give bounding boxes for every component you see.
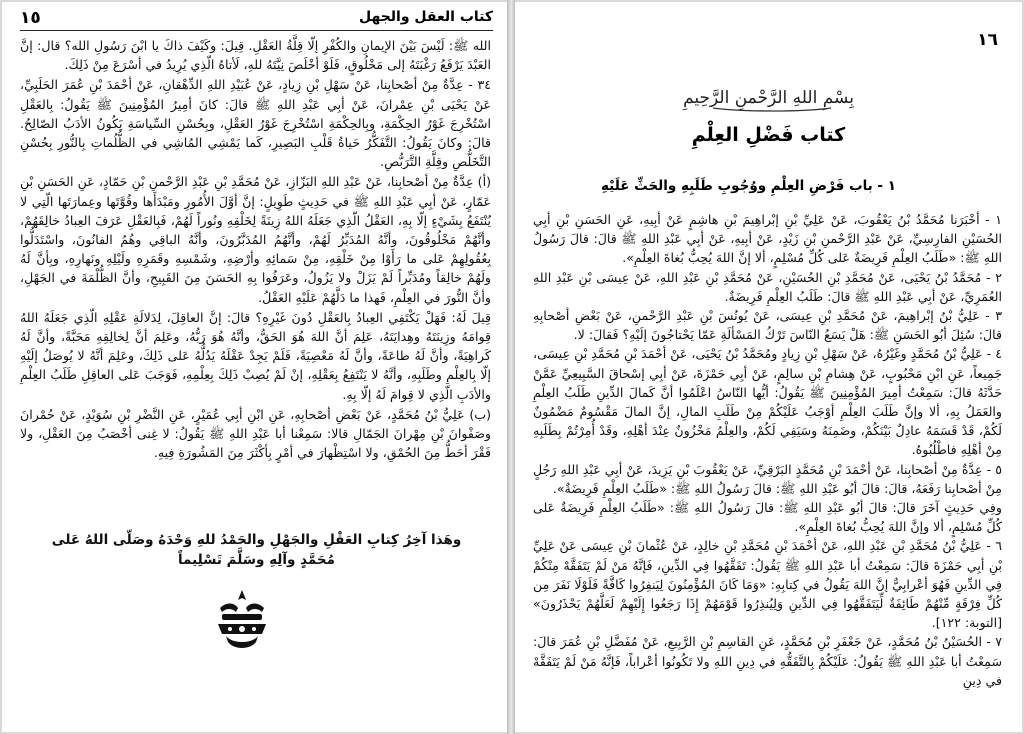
book-gutter [507, 0, 515, 734]
paragraph: ١ - أخْبَرَنا مُحَمَّدُ بْنُ يَعْقُوبَ، عَنْ عَلِيِّ بْنِ إبْراهِيمَ بْنِ هاشِمٍ عَنْ أبِيهِ، عَنِ الحَسَنِ بْنِ أبِي الحُسَيْنِ الفارِسِيِّ، عَنْ عَبْدِ الرَّحْمنِ بْنِ زَيْدٍ، عَنْ أبِيهِ، عَنْ أبِي عَبْدِ اللهِ ﷺ قالَ: قالَ رَسُولُ اللهِ ﷺ: «طَلَبُ العِلْمِ فَرِيضَةٌ عَلى كُلِّ مُسْلِمٍ، ألا إنَّ اللهَ يُحِبُّ بُغاةَ العِلْمِ». [533, 212, 1002, 266]
paragraph: (ب) عَلِيُّ بْنُ مُحَمَّدٍ، عَنْ بَعْضِ أصْحابِهِ، عَنِ ابْنِ أبِي عُمَيْرٍ، عَنِ النَّضْرِ بْنِ سُوَيْدٍ، عَنْ حُمْرانَ وصَفْوانَ بْنِ مِهْرانَ الجَمّالِ قالا: سَمِعْنا أبا عَبْدِ اللهِ ﷺ يَقُولُ: لا غِنى أخْصَبُ مِنَ العَقْلِ، ولا فَقْرَ أحَطُّ مِنَ الحُمْقِ، ولا اسْتِظْهارَ في أمْرٍ بِأكْثَرَ مِنَ المَشُورَةِ فِيهِ. [20, 406, 491, 461]
paragraph: ٣٤ - عِدَّةٌ مِنْ أصْحابِنا، عَنْ سَهْلِ بْنِ زِيادٍ، عَنْ عُبَيْدِ اللهِ الدِّهْقانِ، عَنْ أحْمَدَ بْنِ عُمَرَ الحَلَبِيِّ، عَنْ يَحْيَى بْنِ عِمْرانَ، عَنْ أبِي عَبْدِ اللهِ ﷺ قالَ: كانَ أمِيرُ المُؤْمِنِينَ ﷺ يَقُولُ: بِالعَقْلِ اسْتُخْرِجَ غَوْرُ الحِكْمَةِ، وبِالحِكْمَةِ اسْتُخْرِجَ غَوْرُ العَقْلِ، وبِحُسْنِ السِّياسَةِ يَكُونُ الأدَبُ الصّالِحُ. قالَ: وكانَ يَقُولُ: التَّفَكُّرُ حَياةُ قَلْبِ البَصِيرِ، كَما يَمْشِي المُاشِي في الظُّلُماتِ بِالنُّورِ بِحُسْنِ التَّخَلُّصِ وقِلَّةِ التَّرَبُّصِ. [20, 77, 491, 170]
left-page-number: ١٥ [20, 8, 41, 28]
paragraph: ٥ - عِدَّةٌ مِنْ أصْحابِنا، عَنْ أحْمَدَ بْنِ مُحَمَّدٍ البَرْقِيِّ، عَنْ يَعْقُوبَ بْنِ يَزِيدَ، عَنْ أبِي عَبْدِ اللهِ رَجُلٍ مِنْ أصْحابِنا رَفَعَهُ، قالَ: قالَ أبُو عَبْدِ اللهِ ﷺ: قالَ رَسُولُ اللهِ ﷺ: «طَلَبُ العِلْمِ فَرِيضَةٌ». [533, 461, 1002, 496]
paragraph: ٦ - عَلِيُّ بْنُ مُحَمَّدِ بْنِ عَبْدِ اللهِ، عَنْ أحْمَدَ بْنِ مُحَمَّدِ بْنِ خالِدٍ، عَنْ عُثْمانَ بْنِ عِيسَى عَنْ عَلِيِّ بْنِ أبِي حَمْزَةَ قالَ: سَمِعْتُ أبا عَبْدِ اللهِ ﷺ يَقُولُ: تَفَقَّهُوا فِي الدِّينِ، فَإنَّهُ مَنْ لَمْ يَتَفَقَّهْ مِنْكُمْ فِي الدِّينِ فَهُوَ أعْرابِيٌّ إنَّ اللهَ يَقُولُ في كِتابِهِ: «وَمَا كَانَ المُؤْمِنُونَ لِيَنفِرُوا كَافَّةً فَلَوْلَا نَفَرَ مِن كُلِّ فِرْقَةٍ مِّنْهُمْ طَائِفَةٌ لِّيَتَفَقَّهُوا فِي الدِّينِ وَلِيُنذِرُوا قَوْمَهُمْ إِذَا رَجَعُوا إِلَيْهِمْ لَعَلَّهُمْ يَحْذَرُونَ» [التوبة: ١٢٢]. [533, 538, 1002, 631]
paragraph: ٢ - مُحَمَّدُ بْنُ يَحْيَى، عَنْ مُحَمَّدِ بْنِ الحُسَيْنِ، عَنْ مُحَمَّدِ بْنِ عَبْدِ اللهِ، عَنْ عِيسَى بْنِ عَبْدِ اللهِ العُمَرِيِّ، عَنْ أبِي عَبْدِ اللهِ ﷺ قالَ: طَلَبُ العِلْمِ فَرِيضَةٌ. [533, 269, 1002, 304]
paragraph: (أ) عِدَّةٌ مِنْ أصْحابِنا، عَنْ عَبْدِ اللهِ البَزّازِ، عَنْ مُحَمَّدِ بْنِ عَبْدِ الرَّحْمنِ بْنِ حَمّادٍ، عَنِ الحَسَنِ بْنِ عَمّارٍ، عَنْ أبِي عَبْدِ اللهِ ﷺ في حَدِيثٍ طَوِيلٍ: إنَّ أوَّلَ الأُمُورِ ومَبْدَأَها وقُوَّتَها وعِمارَتَها الّتِي لا يُنْتَفَعُ بِشَيْءٍ إلّا بِهِ، العَقْلُ الّذِي جَعَلَهُ اللهُ زِينَةً لِخَلْقِهِ ونُوراً لَهُمْ، فَبِالعَقْلِ عَرَفَ العِبادُ خالِقَهُمْ، وأنَّهُمْ مَخْلُوقُونَ، وأنَّهُ المُدَبِّرُ لَهُمْ، وأنَّهُمُ المُدَبَّرُونَ، وأنَّهُ الباقِي وهُمُ الفانُونَ، واسْتَدَلُّوا بِعُقُولِهِمْ عَلى ما رَأَوْا مِنْ خَلْقِهِ، مِنْ سَمائِهِ وأرْضِهِ، وشَمْسِهِ وقَمَرِهِ ولَيْلِهِ ونَهارِهِ، وبِأنَّ لَهُ ولَهُمْ خالِقاً ومُدَبِّراً لَمْ يَزَلْ ولا يَزُولُ، وعَرَفُوا بِهِ الحَسَنَ مِنَ القَبِيحِ، وأنَّ الظُّلْمَةَ في الجَهْلِ، وأنَّ النُّورَ في العِلْمِ، فَهذا ما دَلَّهُمْ عَلَيْهِ العَقْلُ. [20, 174, 491, 305]
closing-statement: وهَذا آخِرُ كِتابِ العَقْلِ والجَهْلِ والحَمْدُ للهِ وَحْدَهُ وصَلّى اللهُ عَلى مُحَمَّدٍ وآلِهِ وسَلَّمَ تَسْلِيماً [51, 532, 462, 568]
paragraph: الله ﷺ: لَيْسَ بَيْنَ الإيمانِ والكُفْرِ إلّا قِلَّةُ العَقْلِ. قِيلَ: وكَيْفَ ذاكَ يا ابْنَ رَسُولِ الله؟ قال: إنَّ العَبْدَ يَرْفَعُ رَغْبَتَهُ إلى مَخْلُوقٍ، فَلَوْ أخْلَصَ نِيَّتَهُ للهِ، لَأتاهُ الّذِي يُرِيدُ في أسْرَعَ مِنْ ذَلِكَ. [20, 38, 491, 73]
paragraph: ٣ - عَلِيُّ بْنُ إبْراهِيمَ، عَنْ مُحَمَّدِ بْنِ عِيسَى، عَنْ يُونُسَ بْنِ عَبْدِ الرَّحْمنِ، عَنْ بَعْضِ أصْحابِهِ قالَ: سُئِلَ أبُو الحَسَنِ ﷺ: هَلْ يَسَعُ النّاسَ تَرْكُ المَسْألَةِ عَمّا يَحْتاجُونَ إلَيْهِ؟ فَقالَ: لا. [533, 308, 1002, 343]
paragraph: وفِي حَدِيثٍ آخَرَ قالَ: قالَ أبُو عَبْدِ اللهِ ﷺ: قالَ رَسُولُ اللهِ ﷺ: «طَلَبُ العِلْمِ فَرِيضَةٌ عَلى كُلِّ مُسْلِمٍ، ألا وإنَّ اللهَ يُحِبُّ بُغاةَ العِلْمِ». [533, 500, 1002, 535]
running-title: كتاب العقل والجهل [358, 9, 493, 25]
basmala-flourish [711, 102, 833, 112]
paragraph: ٧ - الحُسَيْنُ بْنُ مُحَمَّدٍ، عَنْ جَعْفَرِ بْنِ مُحَمَّدٍ، عَنِ القاسِمِ بْنِ الرَّبِيعِ، عَنْ مُفَضَّلِ بْنِ عُمَرَ قالَ: سَمِعْتُ أبا عَبْدِ اللهِ ﷺ يَقُولُ: عَلَيْكُمْ بِالتَّفَقُّهِ في دِينِ اللهِ ولا تَكُونُوا أعْراباً، فَإنَّهُ مَنْ لَمْ يَتَفَقَّهْ في دِينِ [533, 634, 1002, 688]
chapter-heading: ١ - باب فَرْضِ العِلْمِ ووُجُوبِ طَلَبِهِ والحَثِّ عَلَيْهِ [601, 178, 896, 194]
right-page-body [533, 210, 1002, 690]
header-rule [20, 30, 493, 31]
left-page-body [20, 36, 491, 462]
paragraph: قِيلَ لَهُ: فَهَلْ يَكْتَفِي العِبادُ بِالعَقْلِ دُونَ غَيْرِهِ؟ قالَ: إنَّ العاقِلَ، لِدَلالَةِ عَقْلِهِ الّذِي جَعَلَهُ اللهُ قِوامَهُ وزِينَتَهُ وهِدايَتَهُ، عَلِمَ أنَّ اللهَ هُوَ الحَقُّ، وأنَّهُ هُوَ رَبُّهُ، وعَلِمَ أنَّ لِخالِقِهِ مَحَبَّةً، وأنَّ لَهُ كَراهِيَةً، وأنَّ لَهُ طاعَةً، وأنَّ لَهُ مَعْصِيَةً، فَلَمْ يَجِدْ عَقْلَهُ يَدُلُّهُ عَلى ذَلِكَ، وعَلِمَ أنَّهُ لا يُوصَلُ إلَيْهِ إلّا بِالعِلْمِ وطَلَبِهِ، وأنَّهُ لا يَنْتَفِعُ بِعَقْلِهِ، إنْ لَمْ يُصِبْ ذَلِكَ بِعِلْمِهِ، فَوَجَبَ عَلى العاقِلِ طَلَبُ العِلْمِ والأدَبِ الّذِي لا قِوامَ لَهُ إلّا بِهِ. [20, 309, 491, 402]
left-page-header [20, 8, 493, 30]
right-page [515, 2, 1022, 732]
right-page-number: ١٦ [977, 30, 998, 50]
left-page [2, 2, 507, 732]
basmala: بِسْمِ اللهِ الرَّحْمنِ الرَّحِيمِ [683, 88, 854, 108]
ornament-icon [212, 588, 272, 652]
book-title: كتاب فَضْلِ العِلْمِ [691, 124, 846, 146]
right-page-header [533, 8, 1008, 50]
paragraph: ٤ - عَلِيُّ بْنُ مُحَمَّدٍ وغَيْرُهُ، عَنْ سَهْلِ بْنِ زِيادٍ ومُحَمَّدُ بْنُ يَحْيَى، عَنْ أحْمَدَ بْنِ مُحَمَّدِ بْنِ عِيسَى، جَمِيعاً، عَنِ ابْنِ مَحْبُوبٍ، عَنْ هِشامِ بْنِ سالِمٍ، عَنْ أبِي حَمْزَةَ، عَنْ أبِي إسْحاقَ السَّبِيعِيِّ عَمَّنْ حَدَّثَهُ قالَ: سَمِعْتُ أمِيرَ المُؤْمِنِينَ ﷺ يَقُولُ: أيُّها النّاسُ اعْلَمُوا أنَّ كَمالَ الدِّينِ طَلَبُ العِلْمِ والعَمَلُ بِهِ، ألا وإنَّ طَلَبَ العِلْمِ أوْجَبُ عَلَيْكُمْ مِنْ طَلَبِ المالِ، إنَّ المالَ مَقْسُومٌ مَضْمُونٌ لَكُمْ، قَدْ قَسَمَهُ عادِلٌ بَيْنَكُمْ، وضَمِنَهُ وسَيَفِي لَكُمْ، والعِلْمُ مَخْزُونٌ عِنْدَ أهْلِهِ، وقَدْ أُمِرْتُمْ بِطَلَبِهِ مِنْ أهْلِهِ فاطْلُبُوهُ. [533, 346, 1002, 458]
